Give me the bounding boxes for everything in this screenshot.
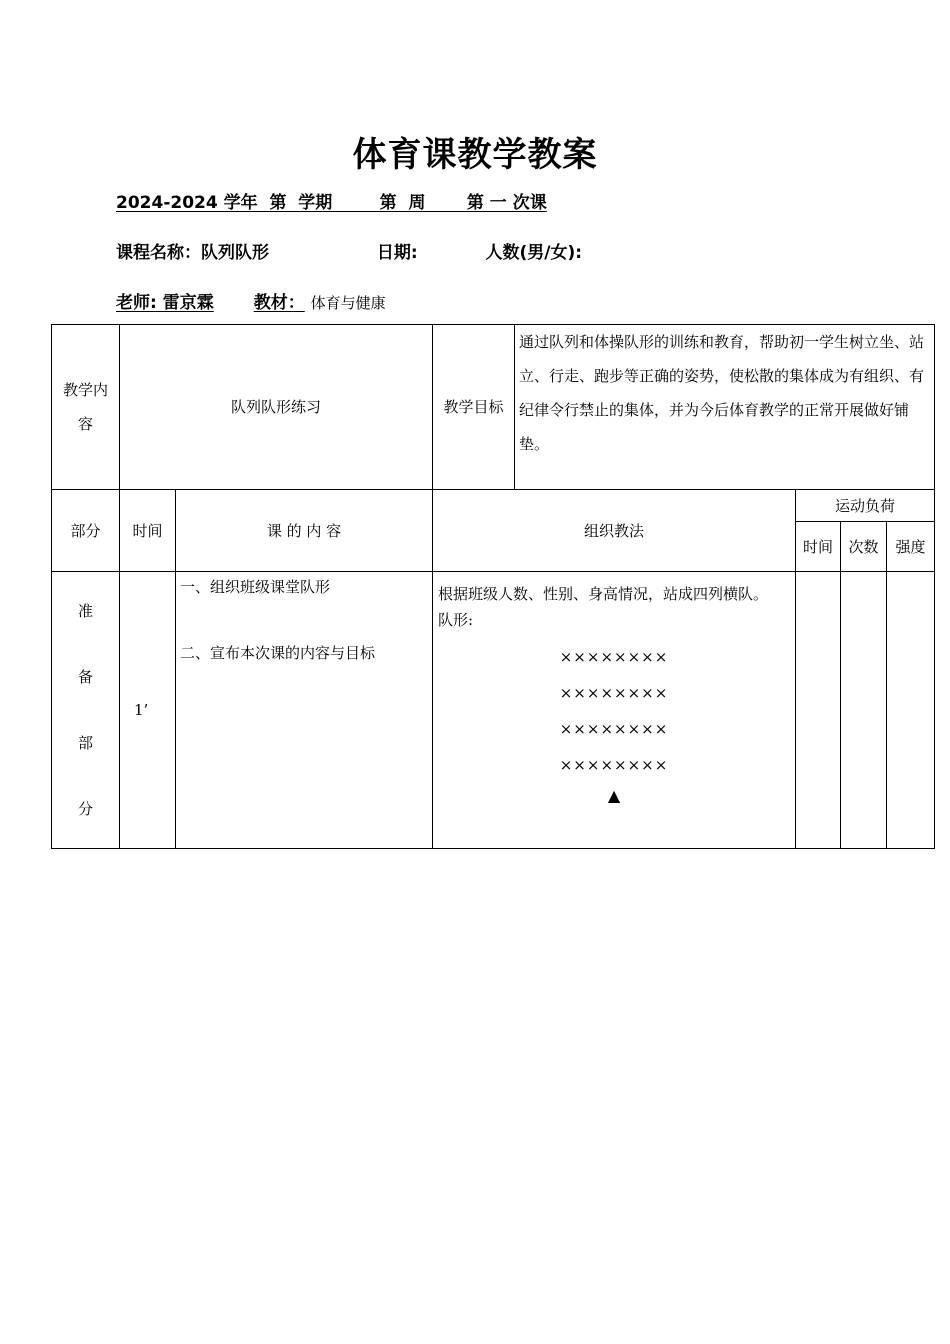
- content-cell: 队列队形练习: [120, 325, 433, 490]
- term-info: 2024-2024 学年 第 学期 第 周 第 一 次课: [116, 193, 547, 213]
- table-header-row: [52, 490, 935, 522]
- formation-row: ××××××××: [559, 648, 669, 666]
- load-count-header: 次数: [841, 522, 887, 572]
- term-line: [116, 188, 547, 213]
- goal-text-cell: 通过队列和体操队形的训练和教育，帮助初一学生树立坐、站立、行走、跑步等正确的姿势，使松散的集体成为有组织、有纪律令行禁止的集体，并为今后体育教学的正常开展做好铺垫。: [515, 325, 935, 490]
- list-item: 二、宣布本次课的内容与目标: [180, 644, 376, 662]
- load-intensity-cell: [887, 572, 935, 849]
- load-count-cell: [841, 572, 887, 849]
- prep-content-cell: [176, 572, 433, 849]
- date-label: 日期:: [376, 243, 418, 263]
- table-row: [52, 325, 935, 490]
- course-name: 课程名称：队列队形: [116, 243, 269, 263]
- list-item: 一、组织班级课堂队形: [180, 578, 331, 596]
- teacher-position-icon: ▲: [607, 786, 621, 805]
- time-header: 时间: [120, 490, 176, 572]
- table-row: [52, 572, 935, 849]
- course-line: [116, 238, 582, 263]
- load-time-cell: [796, 572, 841, 849]
- goal-label-cell: 教学目标: [433, 325, 515, 490]
- formation-row: ××××××××: [559, 720, 669, 738]
- material-name: 体育与健康: [310, 294, 386, 312]
- prep-method-cell: [433, 572, 796, 849]
- load-intensity-header: 强度: [887, 522, 935, 572]
- load-header: 运动负荷: [796, 490, 935, 522]
- page-title: 体育课教学教案: [352, 135, 598, 175]
- lesson-content-header: 课 的 内 容: [176, 490, 433, 572]
- method-header: 组织教法: [433, 490, 796, 572]
- teacher-name: 老师: 雷京霖 教材：: [116, 293, 305, 313]
- formation-row: ××××××××: [559, 756, 669, 774]
- method-text: 根据班级人数、性别、身高情况，站成四列横队。: [438, 585, 769, 603]
- material-label: 教材：: [253, 293, 305, 313]
- load-time-header: 时间: [796, 522, 841, 572]
- teacher-line: [116, 288, 386, 313]
- formation-row: ××××××××: [559, 684, 669, 702]
- lesson-plan-table: [51, 324, 935, 849]
- student-count-label: 人数(男/女):: [485, 243, 583, 263]
- formation-label: 队形:: [438, 611, 474, 629]
- content-label-cell: 教学内容: [52, 325, 120, 490]
- prep-time-cell: 1’: [120, 572, 176, 849]
- prep-part-cell: 准 备 部 分: [52, 572, 120, 849]
- part-header: 部分: [52, 490, 120, 572]
